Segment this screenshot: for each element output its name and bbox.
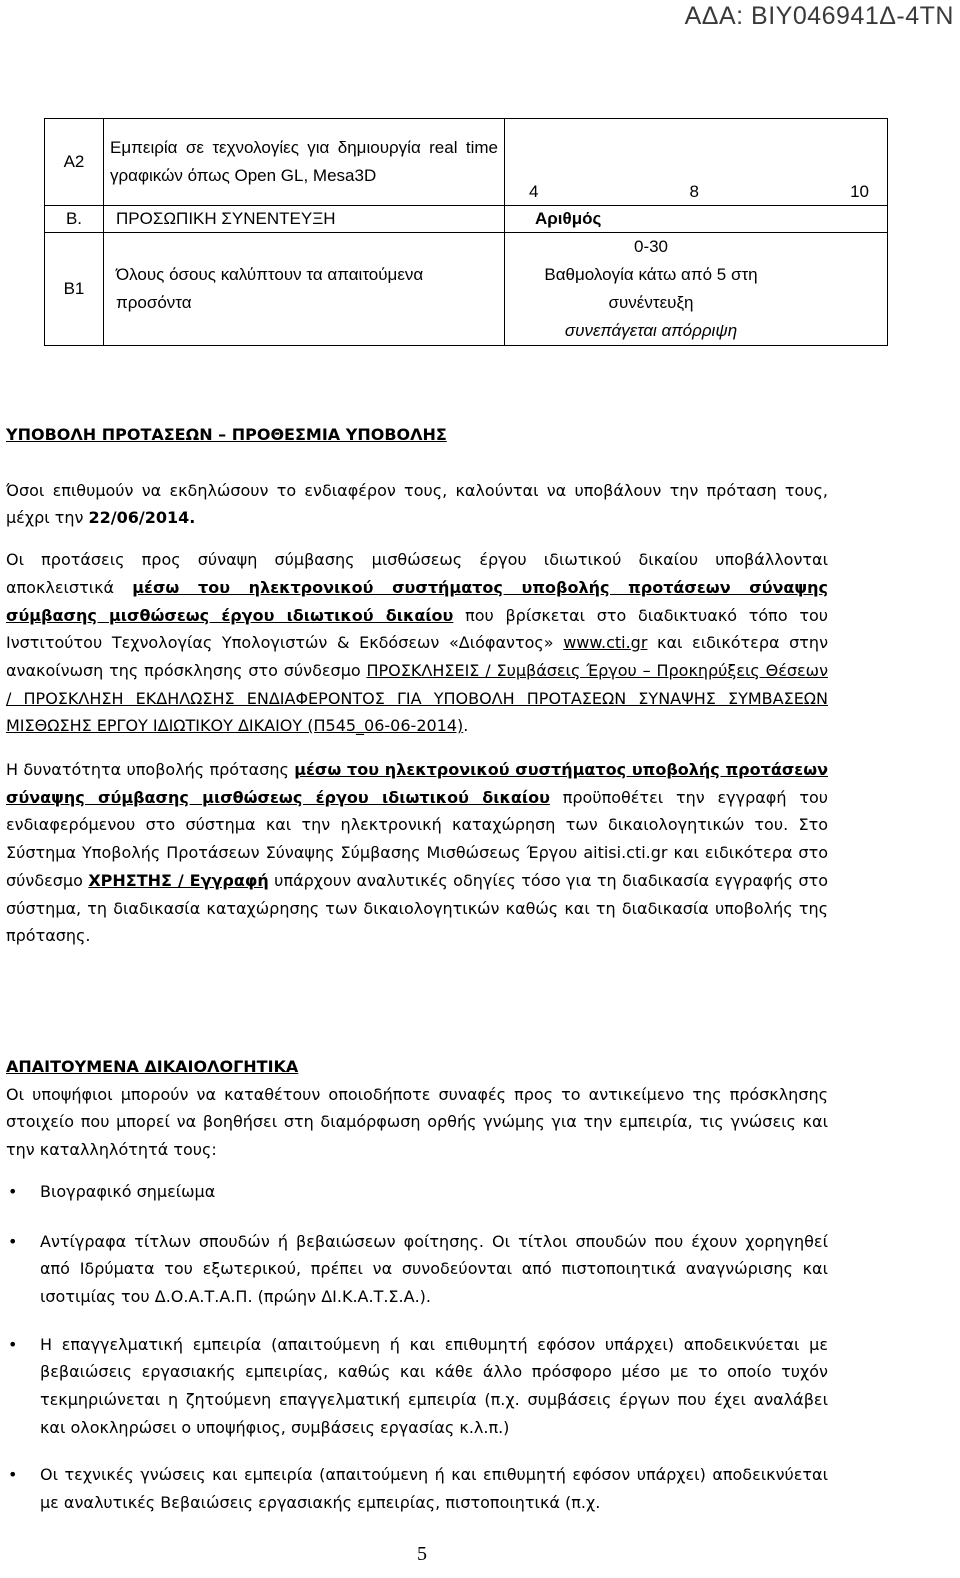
bullet-icon: • bbox=[8, 1181, 18, 1201]
list-item-text: Η επαγγελματική εμπειρία (απαιτούμενη ή και επιθυμητή εφόσον υπάρχει) αποδεικνύεται με βεβαιώσεις εργασιακής εμπειρίας, καθώς και κάθε άλλο πρόσφορο μέσο με το οποίο τυχόν τεκμηριώνεται η ζητούμενη επαγγελματική εμπειρία (π.χ. συμβάσεις έργων που έχει αναλάβει και ολοκληρώσει ο υποψήφιος, συμβάσεις εργασίας κ.λ.π.) bbox=[40, 1334, 828, 1437]
section-label: ΠΡΟΣΩΠΙΚΗ ΣΥΝΕΝΤΕΥΞΗ bbox=[104, 206, 505, 233]
value-mid: 8 bbox=[689, 182, 699, 201]
paragraph-text: και ειδικότερα στην ανακοίνωση της πρόσκλησης στο σύνδεσμο bbox=[6, 633, 829, 680]
section-heading: ΑΠΑΙΤΟΥΜΕΝΑ ΔΙΚΑΙΟΛΟΓΗΤΙΚΑ bbox=[6, 1057, 299, 1076]
row-description: Εμπειρία σε τεχνολογίες για δημιουργία real time γραφικών όπως Open GL, Mesa3D bbox=[104, 119, 505, 206]
site-link[interactable]: www.cti.gr bbox=[563, 633, 648, 653]
paragraph-text: που βρίσκεται στο διαδικτυακό τόπο του Ινστιτούτου Τεχνολογίας Υπολογιστών & Εκδόσεων «Διόφαντος» bbox=[6, 605, 828, 653]
list-item bbox=[6, 1461, 828, 1516]
section-heading: ΥΠΟΒΟΛΗ ΠΡΟΤΑΣΕΩΝ – ΠΡΟΘΕΣΜΙΑ ΥΠΟΒΟΛΗΣ bbox=[6, 425, 447, 444]
paragraph bbox=[6, 546, 828, 740]
documents-section bbox=[6, 1053, 828, 1530]
row-values bbox=[505, 119, 888, 206]
paragraph: Οι υποψήφιοι μπορούν να καταθέτουν οποιοδήποτε συναφές προς το αντικείμενο της πρόσκλησης στοιχείο που μπορεί να βοηθήσει στη διαμόρφωση ορθής γνώμης για την εμπειρία, τις γνώσεις και την καταλληλότητά τους: bbox=[6, 1084, 828, 1160]
row-description: Όλους όσους καλύπτουν τα απαιτούμενα προσόντα bbox=[104, 233, 505, 346]
score-note: συνεπάγεται απόρριψη bbox=[564, 321, 738, 340]
value-min: 4 bbox=[529, 182, 539, 201]
list-item-text: Αντίγραφα τίτλων σπουδών ή βεβαιώσεων φοίτησης. Οι τίτλοι σπουδών που έχουν χορηγηθεί από Ιδρύματα του εξωτερικού, πρέπει να συνοδεύονται από πιστοποιητικά αναγνώρισης και ισοτιμίας του Δ.Ο.Α.Τ.Α.Π. (πρώην ΔΙ.Κ.Α.Τ.Σ.Α.). bbox=[40, 1231, 828, 1306]
bullet-icon: • bbox=[8, 1231, 18, 1251]
paragraph-text: υπάρχουν αναλυτικές οδηγίες τόσο για τη διαδικασία εγγραφής στο σύστημα, τη διαδικασία καταχώρησης των δικαιολογητικών καθώς και τη διαδικασία υποβολής της πρότασης. bbox=[6, 870, 828, 946]
value-max: 10 bbox=[850, 182, 869, 201]
paragraph-text: Οι προτάσεις προς σύναψη σύμβασης μισθώσεως έργου ιδιωτικού δικαίου υποβάλλονται αποκλειστικά bbox=[6, 550, 828, 597]
row-code: Β. bbox=[45, 206, 104, 233]
page-number: 5 bbox=[417, 1543, 427, 1565]
paragraph-text: Όσοι επιθυμούν να εκδηλώσουν το ενδιαφέρον τους, καλούνται να υποβάλουν την πρόταση τους, μέχρι την bbox=[6, 480, 828, 528]
paragraph bbox=[6, 477, 828, 532]
column-header: Αριθμός bbox=[505, 206, 888, 233]
system-link[interactable]: μέσω του ηλεκτρονικού συστήματος υποβολής προτάσεων σύναψης σύμβασης μισθώσεως έργου ιδιωτικού δικαίου bbox=[6, 760, 829, 807]
table-row bbox=[45, 233, 888, 346]
row-code: Β1 bbox=[45, 233, 104, 346]
system-link[interactable]: μέσω του ηλεκτρονικού συστήματος υποβολής προτάσεων σύναψης σύμβασης μισθώσεως έργου ιδιωτικού δικαίου bbox=[6, 577, 828, 625]
score-range: 0-30 bbox=[633, 237, 669, 256]
list-item bbox=[6, 1228, 828, 1311]
list-item bbox=[6, 1178, 828, 1206]
criteria-table bbox=[44, 118, 888, 346]
paragraph-text: . bbox=[463, 716, 469, 736]
call-link[interactable]: ΠΡΟΣΚΛΗΣΕΙΣ / Συμβάσεις Έργου – Προκηρύξεις Θέσεων / ΠΡΟΣΚΛΗΣΗ ΕΚΔΗΛΩΣΗΣ ΕΝΔΙΑΦΕΡΟΝΤΟΣ ΓΙΑ ΥΠΟΒΟΛΗ ΠΡΟΤΑΣΕΩΝ ΣΥΝΑΨΗΣ ΣΥΜΒΑΣΕΩΝ ΜΙΣΘΩΣΗΣ ΕΡΓΟΥ ΙΔΙΩΤΙΚΟΥ ΔΙΚΑΙΟΥ (Π545_06-06-2014) bbox=[6, 660, 829, 736]
paragraph bbox=[6, 756, 828, 950]
register-link[interactable]: ΧΡΗΣΤΗΣ / Εγγραφή bbox=[88, 870, 269, 890]
submission-section bbox=[6, 421, 828, 950]
score-note: Βαθμολογία κάτω από 5 στη συνέντευξη bbox=[544, 265, 758, 312]
list-item bbox=[6, 1331, 828, 1442]
bullet-icon: • bbox=[8, 1334, 18, 1354]
paragraph-text: προϋποθέτει την εγγραφή του ενδιαφερόμενου στο σύστημα και την ηλεκτρονική καταχώρηση των δικαιολογητικών του. Στο Σύστημα Υποβολής Προτάσεων Σύναψης Σύμβασης Μισθώσεως Έργου aitisi.cti.gr και ειδικότερα στο σύνδεσμο bbox=[6, 787, 828, 890]
documents-list bbox=[6, 1178, 828, 1517]
list-item-text: Βιογραφικό σημείωμα bbox=[40, 1181, 216, 1201]
deadline-date: 22/06/2014. bbox=[88, 508, 196, 528]
table-row bbox=[45, 119, 888, 206]
paragraph-text: Η δυνατότητα υποβολής πρότασης bbox=[6, 760, 295, 780]
score-cell bbox=[505, 233, 888, 346]
table-row bbox=[45, 206, 888, 233]
row-code: Α2 bbox=[45, 119, 104, 206]
ada-code: ΑΔΑ: ΒΙΥ046941Δ-4ΤΝ bbox=[684, 2, 954, 30]
bullet-icon: • bbox=[8, 1465, 18, 1485]
list-item-text: Οι τεχνικές γνώσεις και εμπειρία (απαιτούμενη ή και επιθυμητή εφόσον υπάρχει) αποδεικνύεται με αναλυτικές Βεβαιώσεις εργασιακής εμπειρίας, πιστοποιητικά (π.χ. bbox=[40, 1465, 828, 1513]
